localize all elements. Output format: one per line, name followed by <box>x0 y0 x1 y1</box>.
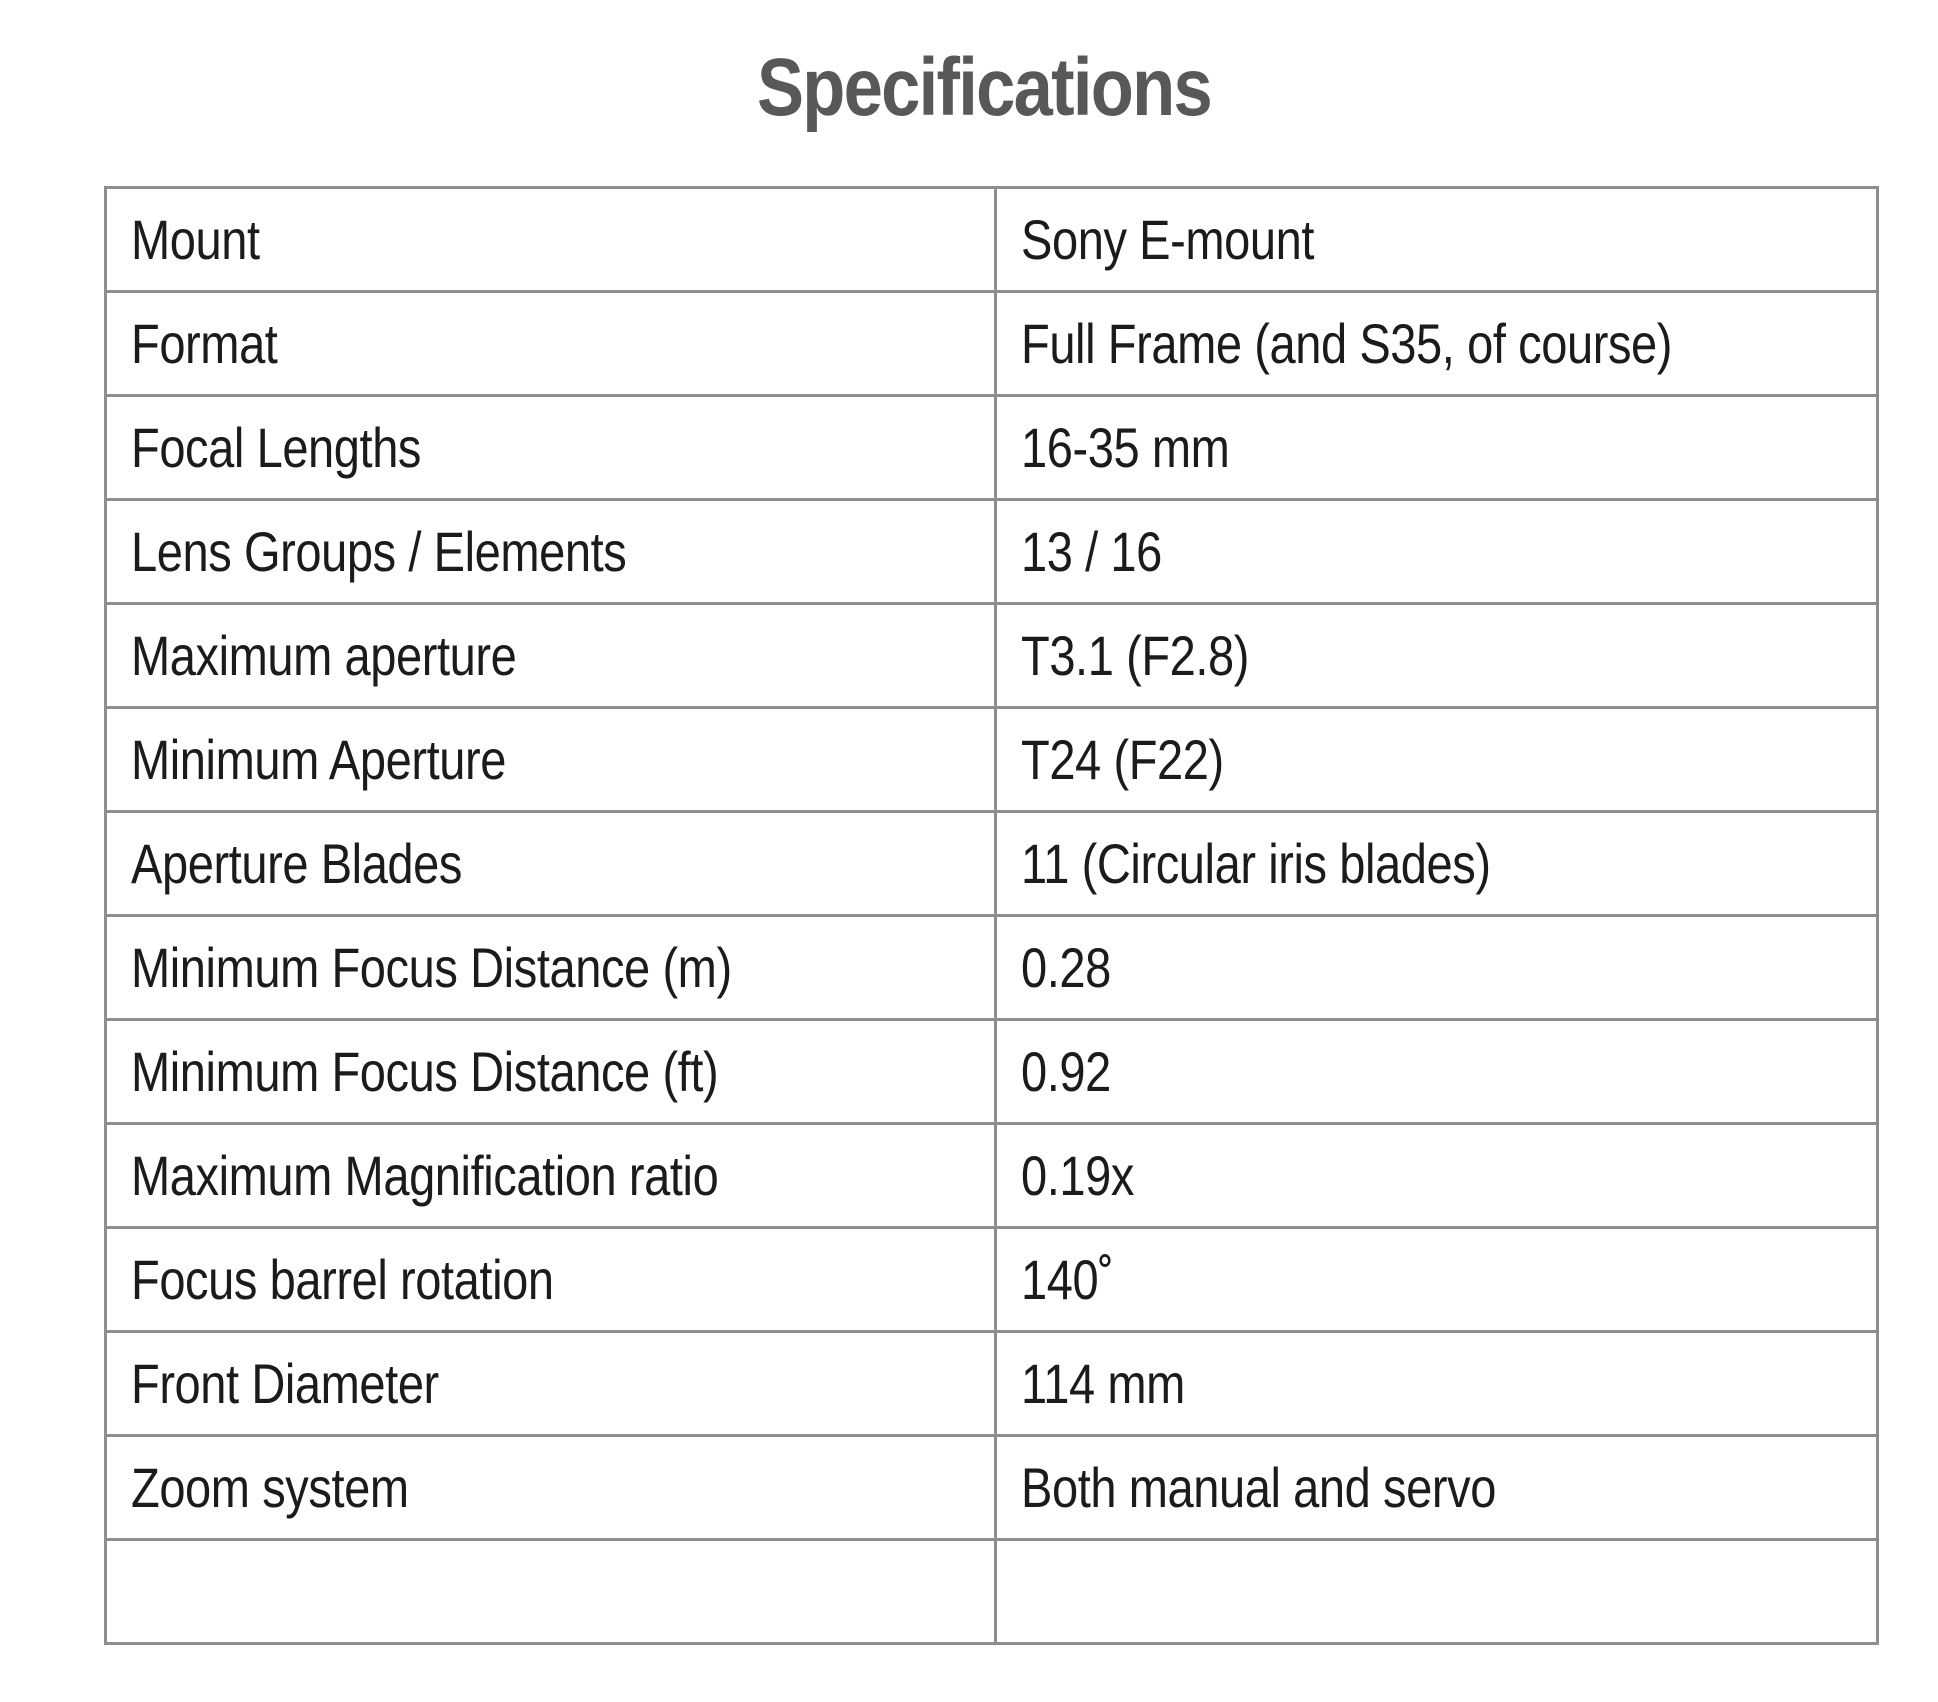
spec-value: Sony E-mount <box>1021 208 1315 271</box>
spec-value: 0.28 <box>1021 936 1111 999</box>
table-row <box>106 500 1878 604</box>
spec-label: Minimum Aperture <box>131 728 506 791</box>
table-row <box>106 292 1878 396</box>
table-row <box>106 1332 1878 1436</box>
table-row <box>106 396 1878 500</box>
spec-value: Both manual and servo <box>1021 1456 1496 1519</box>
spec-value: T3.1 (F2.8) <box>1021 624 1250 687</box>
spec-value: 13 / 16 <box>1021 520 1162 583</box>
spec-label-cell <box>106 1228 996 1332</box>
spec-label-cell <box>106 604 996 708</box>
page-title: Specifications <box>756 42 1212 133</box>
table-row <box>106 1228 1878 1332</box>
spec-value-cell <box>996 1436 1878 1540</box>
spec-label: Focus barrel rotation <box>131 1248 554 1311</box>
table-row-empty <box>106 1540 1878 1644</box>
spec-label: Focal Lengths <box>131 416 422 479</box>
table-row <box>106 1436 1878 1540</box>
spec-value: Full Frame (and S35, of course) <box>1021 312 1673 375</box>
table-row <box>106 188 1878 292</box>
spec-value-cell <box>996 188 1878 292</box>
specifications-table <box>104 186 1879 1645</box>
spec-value-cell <box>996 1124 1878 1228</box>
spec-label: Aperture Blades <box>131 832 463 895</box>
spec-value-cell <box>996 1540 1878 1644</box>
spec-value-cell <box>996 916 1878 1020</box>
spec-value: 114 mm <box>1021 1352 1185 1415</box>
table-row <box>106 812 1878 916</box>
spec-label-cell <box>106 1332 996 1436</box>
spec-label-cell <box>106 1020 996 1124</box>
spec-label: Mount <box>131 208 260 271</box>
spec-value-cell <box>996 604 1878 708</box>
spec-label: Maximum aperture <box>131 624 517 687</box>
spec-value: 140˚ <box>1021 1248 1114 1311</box>
table-row <box>106 1020 1878 1124</box>
spec-value: 16-35 mm <box>1021 416 1230 479</box>
spec-value: 0.19x <box>1021 1144 1134 1207</box>
spec-value-cell <box>996 1228 1878 1332</box>
table-row <box>106 604 1878 708</box>
spec-label-cell <box>106 396 996 500</box>
spec-label: Minimum Focus Distance (ft) <box>131 1040 719 1103</box>
spec-label: Minimum Focus Distance (m) <box>131 936 732 999</box>
spec-label-cell <box>106 188 996 292</box>
spec-value: T24 (F22) <box>1021 728 1224 791</box>
spec-label-cell <box>106 812 996 916</box>
spec-value-cell <box>996 500 1878 604</box>
spec-value: 11 (Circular iris blades) <box>1021 832 1491 895</box>
spec-value-cell <box>996 812 1878 916</box>
spec-value-cell <box>996 1020 1878 1124</box>
table-row <box>106 916 1878 1020</box>
spec-value-cell <box>996 292 1878 396</box>
spec-label-cell <box>106 916 996 1020</box>
spec-value-cell <box>996 396 1878 500</box>
spec-label: Lens Groups / Elements <box>131 520 627 583</box>
spec-label: Zoom system <box>131 1456 409 1519</box>
spec-label-cell <box>106 1540 996 1644</box>
spec-label-cell <box>106 500 996 604</box>
table-row <box>106 1124 1878 1228</box>
spec-value: 0.92 <box>1021 1040 1111 1103</box>
spec-label: Format <box>131 312 278 375</box>
spec-label-cell <box>106 292 996 396</box>
table-row <box>106 708 1878 812</box>
spec-label-cell <box>106 1436 996 1540</box>
spec-value-cell <box>996 708 1878 812</box>
spec-label-cell <box>106 1124 996 1228</box>
spec-label: Front Diameter <box>131 1352 439 1415</box>
spec-label-cell <box>106 708 996 812</box>
spec-label: Maximum Magnification ratio <box>131 1144 719 1207</box>
spec-value-cell <box>996 1332 1878 1436</box>
